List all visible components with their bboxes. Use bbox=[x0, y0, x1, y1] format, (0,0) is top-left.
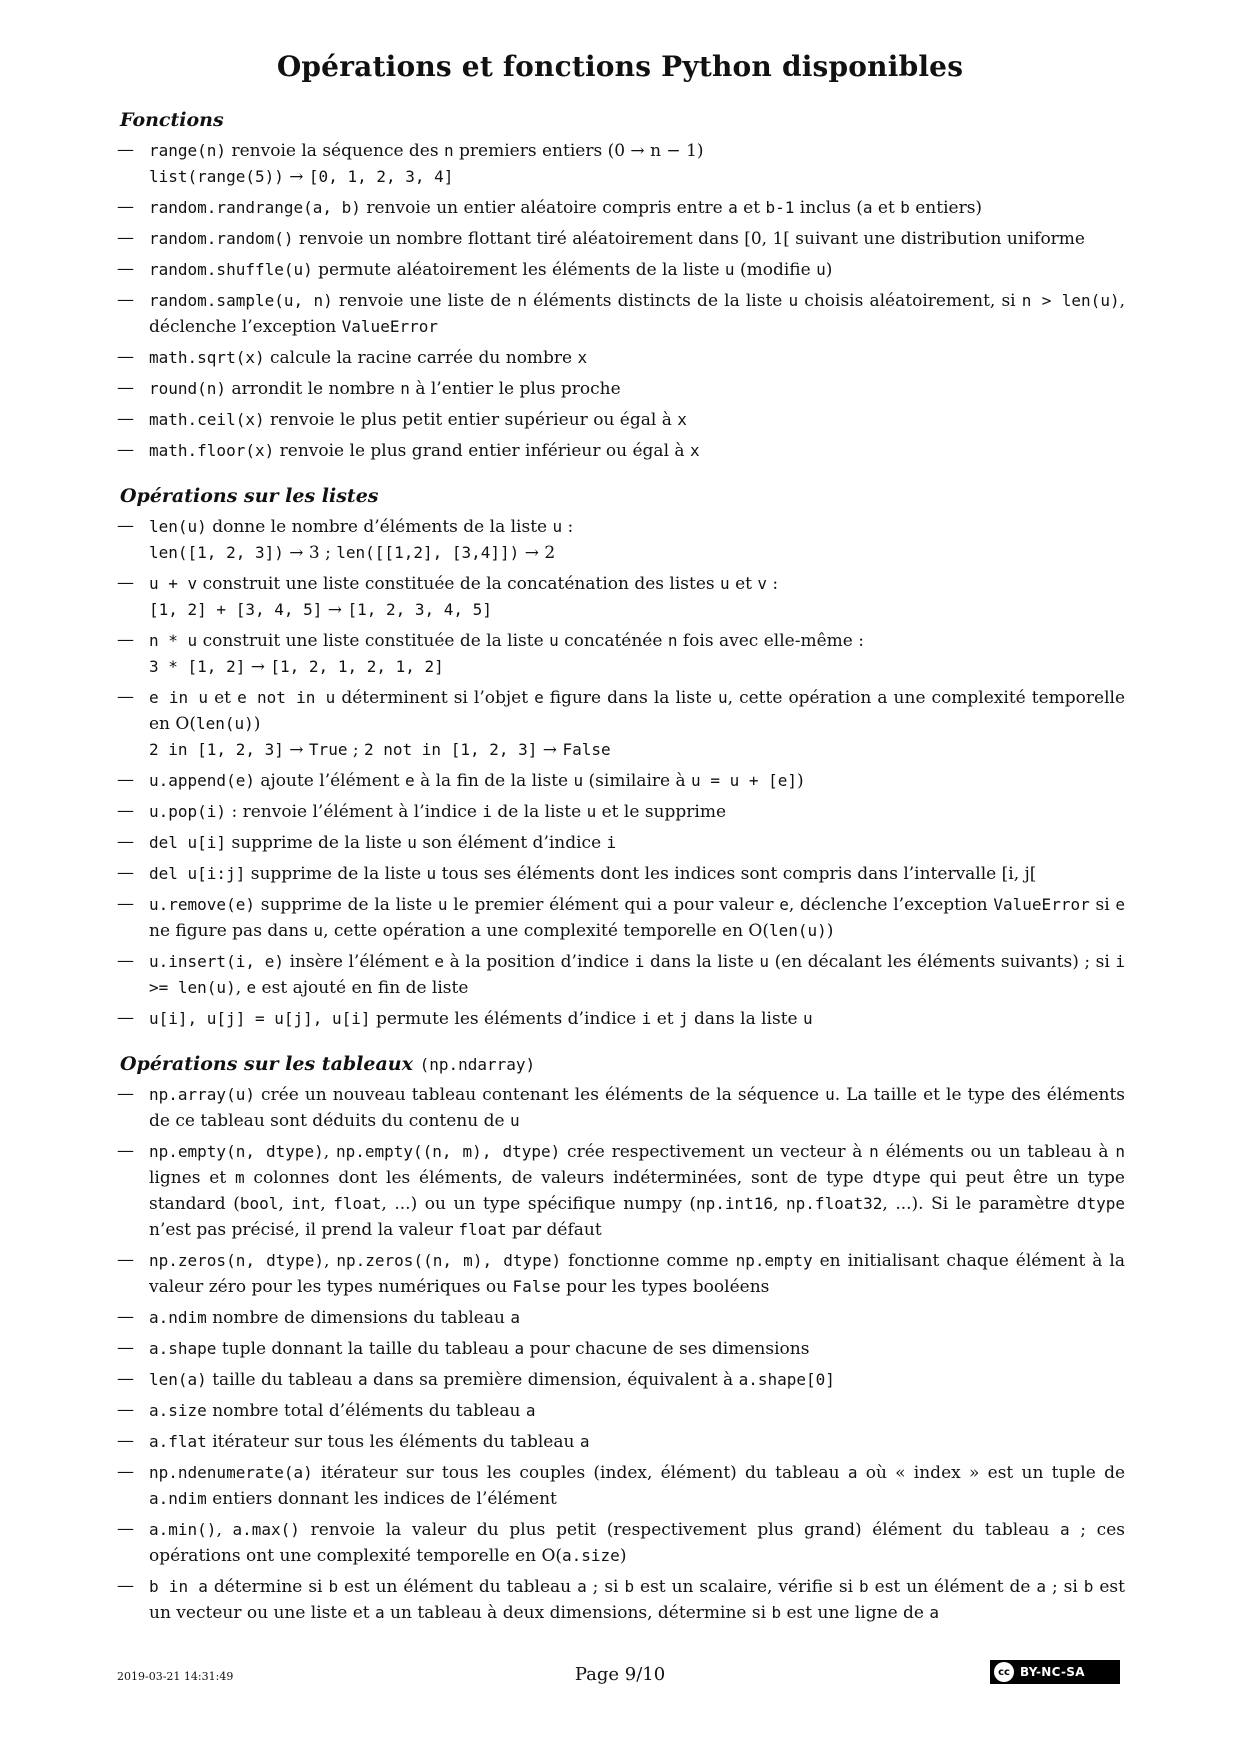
code-fragment: bool bbox=[239, 1194, 279, 1213]
text-fragment: ne figure pas dans bbox=[149, 921, 314, 941]
text-fragment: à l’entier le plus proche bbox=[409, 379, 621, 399]
item-list bbox=[117, 514, 1125, 1032]
list-item bbox=[117, 1367, 1125, 1393]
text-fragment: et bbox=[872, 198, 901, 218]
code-fragment: ValueError bbox=[993, 895, 1090, 914]
text-fragment: est un vecteur ou une liste et bbox=[149, 1577, 1125, 1623]
text-fragment: et bbox=[737, 198, 766, 218]
text-fragment: crée respectivement un vecteur à bbox=[560, 1142, 870, 1162]
code-fragment: u.insert(i, e) bbox=[149, 952, 285, 971]
code-fragment: e bbox=[1115, 895, 1126, 914]
code-fragment: a bbox=[577, 1577, 587, 1596]
code-fragment: False bbox=[512, 1277, 561, 1296]
code-fragment: range(n) bbox=[149, 141, 227, 160]
code-fragment: i bbox=[606, 833, 617, 852]
code-fragment: j bbox=[679, 1009, 689, 1028]
code-fragment: np.zeros(n, dtype) bbox=[149, 1251, 324, 1270]
item-list bbox=[117, 138, 1125, 464]
text-fragment: lignes et bbox=[149, 1168, 235, 1188]
code-fragment: x bbox=[677, 410, 687, 429]
code-fragment: ValueError bbox=[341, 317, 438, 336]
text-fragment: permute aléatoirement les éléments de la liste bbox=[312, 260, 725, 280]
code-fragment: a.max() bbox=[232, 1520, 300, 1539]
text-fragment: éléments ou un tableau à bbox=[878, 1142, 1116, 1162]
text-fragment: renvoie un entier aléatoire compris entre bbox=[360, 198, 729, 218]
text-fragment: ajoute l’élément bbox=[254, 771, 406, 791]
text-fragment: (modifie bbox=[734, 260, 817, 280]
text-fragment: ) bbox=[619, 1546, 627, 1566]
text-fragment: son élément d’indice bbox=[416, 833, 607, 853]
text-fragment: renvoie un nombre flottant tiré aléatoirement dans [0, 1[ suivant une distribution uniforme bbox=[293, 229, 1085, 249]
code-fragment: a bbox=[929, 1603, 940, 1622]
text-fragment: renvoie la valeur du plus petit (respectivement plus grand) élément du tableau bbox=[299, 1520, 1060, 1540]
license-label: BY-NC-SA bbox=[1020, 1665, 1085, 1679]
cc-icon: cc bbox=[994, 1662, 1014, 1682]
text-fragment: pour les types booléens bbox=[560, 1277, 770, 1297]
code-fragment: u bbox=[816, 260, 826, 279]
code-fragment: math.floor(x) bbox=[149, 441, 275, 460]
text-fragment: , bbox=[235, 978, 247, 998]
code-fragment: a bbox=[862, 198, 873, 217]
list-item bbox=[117, 628, 1125, 680]
section-heading bbox=[120, 108, 1125, 132]
text-fragment: , déclenche l’exception bbox=[149, 291, 1125, 337]
list-item bbox=[117, 861, 1125, 887]
code-fragment: dtype bbox=[1076, 1194, 1126, 1213]
code-fragment: n bbox=[1115, 1142, 1125, 1161]
list-item bbox=[117, 195, 1125, 221]
text-fragment: , bbox=[323, 1251, 337, 1271]
list-item bbox=[117, 1082, 1125, 1134]
text-fragment: détermine si bbox=[207, 1577, 329, 1597]
code-fragment: a bbox=[728, 198, 738, 217]
code-fragment: n > len(u) bbox=[1021, 291, 1120, 310]
code-fragment: del u[i:j] bbox=[149, 864, 246, 883]
text-fragment: n’est pas précisé, il prend la valeur bbox=[149, 1220, 459, 1240]
list-item bbox=[117, 1517, 1125, 1569]
code-fragment: b in a bbox=[149, 1577, 208, 1596]
text-fragment: est un élément du tableau bbox=[338, 1577, 578, 1597]
code-fragment: [1, 2, 3, 4, 5] bbox=[347, 600, 492, 619]
text-fragment: : bbox=[562, 517, 574, 537]
text-fragment: : renvoie l’élément à l’indice bbox=[226, 802, 483, 822]
list-item bbox=[117, 257, 1125, 283]
text-fragment: en initialisant chaque élément à la valeur zéro pour les types numériques ou bbox=[149, 1251, 1125, 1297]
text-fragment: est un scalaire, vérifie si bbox=[634, 1577, 860, 1597]
text-fragment: fonctionne comme bbox=[561, 1251, 736, 1271]
license-badge bbox=[990, 1660, 1120, 1684]
list-item bbox=[117, 1336, 1125, 1362]
code-fragment: b bbox=[859, 1577, 869, 1596]
page-number: Page 9/10 bbox=[574, 1664, 666, 1685]
code-fragment: x bbox=[577, 348, 588, 367]
text-fragment: → bbox=[283, 740, 309, 760]
code-fragment: e in u bbox=[149, 688, 209, 707]
text-fragment: , cette opération a une complexité temporelle en O( bbox=[149, 688, 1126, 734]
code-fragment: n * u bbox=[149, 631, 198, 650]
text-fragment: arrondit le nombre bbox=[226, 379, 401, 399]
code-fragment: dtype bbox=[872, 1168, 921, 1187]
example-line bbox=[149, 654, 1125, 680]
code-fragment: u bbox=[509, 1111, 520, 1130]
list-item bbox=[117, 407, 1125, 433]
text-fragment: supprime de la liste bbox=[245, 864, 427, 884]
code-fragment: np.empty bbox=[735, 1251, 813, 1270]
code-fragment: u bbox=[313, 921, 324, 940]
code-fragment: False bbox=[562, 740, 611, 759]
text-fragment: ) bbox=[826, 921, 834, 941]
list-item bbox=[117, 1429, 1125, 1455]
section-heading-code: (np.ndarray) bbox=[419, 1055, 536, 1074]
text-fragment: , bbox=[323, 1142, 336, 1162]
text-fragment: nombre total d’éléments du tableau bbox=[206, 1401, 526, 1421]
section-heading bbox=[120, 484, 1125, 508]
section-heading-text: Fonctions bbox=[120, 109, 224, 131]
code-fragment: [1, 2, 1, 2, 1, 2] bbox=[270, 657, 444, 676]
code-fragment: True bbox=[308, 740, 348, 759]
example-line bbox=[149, 737, 1125, 763]
list-item bbox=[117, 949, 1125, 1001]
text-fragment: → 3 ; bbox=[283, 543, 337, 563]
example-line bbox=[149, 164, 1125, 190]
text-fragment: ) bbox=[825, 260, 833, 280]
text-fragment: permute les éléments d’indice bbox=[370, 1009, 642, 1029]
code-fragment: math.ceil(x) bbox=[149, 410, 265, 429]
code-fragment: n bbox=[869, 1142, 879, 1161]
code-fragment: b bbox=[624, 1577, 635, 1596]
code-fragment: a.min() bbox=[149, 1520, 217, 1539]
code-fragment: i bbox=[482, 802, 492, 821]
text-fragment: donne le nombre d’éléments de la liste bbox=[206, 517, 553, 537]
text-fragment: si bbox=[1089, 895, 1116, 915]
code-fragment: random.randrange(a, b) bbox=[149, 198, 361, 217]
text-fragment: premiers entiers (0 → n − 1) bbox=[453, 141, 704, 161]
text-fragment: ; ces opérations ont une complexité temporelle en O( bbox=[149, 1520, 1125, 1566]
text-fragment: supprime de la liste bbox=[226, 833, 408, 853]
code-fragment: u bbox=[759, 952, 770, 971]
section bbox=[117, 108, 1125, 464]
code-fragment: 2 not in [1, 2, 3] bbox=[364, 740, 538, 759]
code-fragment: u bbox=[437, 895, 448, 914]
code-fragment: a bbox=[510, 1308, 520, 1327]
text-fragment: calcule la racine carrée du nombre bbox=[264, 348, 578, 368]
code-fragment: float bbox=[333, 1194, 382, 1213]
list-item bbox=[117, 892, 1125, 944]
text-fragment: éléments distincts de la liste bbox=[527, 291, 789, 311]
code-fragment: a bbox=[1036, 1577, 1047, 1596]
text-fragment: : bbox=[767, 574, 779, 594]
code-fragment: [0, 1, 2, 3, 4] bbox=[308, 167, 454, 186]
text-fragment: → bbox=[322, 600, 348, 620]
example-line bbox=[149, 597, 1125, 623]
footer-timestamp: 2019-03-21 14:31:49 bbox=[117, 1670, 234, 1683]
text-fragment: construit une liste constituée de la liste bbox=[197, 631, 550, 651]
code-fragment: len([[1,2], [3,4]]) bbox=[336, 543, 520, 562]
code-fragment: v bbox=[757, 574, 768, 593]
text-fragment: et bbox=[208, 688, 238, 708]
code-fragment: b bbox=[328, 1577, 339, 1596]
code-fragment: np.ndenumerate(a) bbox=[149, 1463, 313, 1482]
list-item bbox=[117, 1006, 1125, 1032]
text-fragment: où « index » est un tuple de bbox=[857, 1463, 1126, 1483]
example-line bbox=[149, 540, 1125, 566]
list-item bbox=[117, 1139, 1125, 1243]
code-fragment: np.empty((n, m), dtype) bbox=[335, 1142, 561, 1161]
code-fragment: a bbox=[847, 1463, 858, 1482]
code-fragment: n bbox=[444, 141, 454, 160]
text-fragment: fois avec elle-même : bbox=[677, 631, 864, 651]
code-fragment: 2 in [1, 2, 3] bbox=[149, 740, 284, 759]
text-fragment: est ajouté en fin de liste bbox=[256, 978, 469, 998]
code-fragment: u bbox=[586, 802, 597, 821]
code-fragment: b bbox=[771, 1603, 782, 1622]
text-fragment: et bbox=[651, 1009, 679, 1029]
list-item bbox=[117, 226, 1125, 252]
text-fragment: tous ses éléments dont les indices sont compris dans l’intervalle [i, j[ bbox=[436, 864, 1037, 884]
code-fragment: math.sqrt(x) bbox=[149, 348, 265, 367]
code-fragment: len(a) bbox=[149, 1370, 207, 1389]
text-fragment: est un élément de bbox=[868, 1577, 1037, 1597]
code-fragment: 3 * [1, 2] bbox=[149, 657, 246, 676]
code-fragment: x bbox=[689, 441, 700, 460]
code-fragment: u bbox=[552, 517, 563, 536]
code-fragment: a.ndim bbox=[149, 1308, 207, 1327]
list-item bbox=[117, 138, 1125, 190]
text-fragment: itérateur sur tous les éléments du tableau bbox=[206, 1432, 580, 1452]
item-list bbox=[117, 1082, 1125, 1626]
list-item bbox=[117, 1460, 1125, 1512]
text-fragment: à la position d’indice bbox=[444, 952, 635, 972]
text-fragment: choisis aléatoirement, si bbox=[798, 291, 1022, 311]
text-fragment: insère l’élément bbox=[284, 952, 435, 972]
code-fragment: u bbox=[426, 864, 437, 883]
text-fragment: déterminent si l’objet bbox=[335, 688, 535, 708]
section bbox=[117, 1052, 1125, 1626]
text-fragment: ) bbox=[797, 771, 804, 791]
text-fragment: (similaire à bbox=[583, 771, 692, 791]
text-fragment: , bbox=[278, 1194, 292, 1214]
code-fragment: np.empty(n, dtype) bbox=[149, 1142, 324, 1161]
text-fragment: inclus ( bbox=[794, 198, 863, 218]
code-fragment: random.random() bbox=[149, 229, 294, 248]
text-fragment: ; si bbox=[1046, 1577, 1084, 1597]
code-fragment: list(range(5)) bbox=[149, 167, 284, 186]
text-fragment: → bbox=[245, 657, 271, 677]
list-item bbox=[117, 685, 1125, 763]
code-fragment: i bbox=[641, 1009, 652, 1028]
content-area bbox=[117, 108, 1125, 1631]
code-fragment: u bbox=[803, 1009, 813, 1028]
text-fragment: , bbox=[216, 1520, 233, 1540]
text-fragment: renvoie le plus petit entier supérieur ou égal à bbox=[264, 410, 678, 430]
code-fragment: int bbox=[291, 1194, 321, 1213]
code-fragment: u[i], u[j] = u[j], u[i] bbox=[149, 1009, 371, 1028]
list-item bbox=[117, 345, 1125, 371]
text-fragment: dans sa première dimension, équivalent à bbox=[367, 1370, 739, 1390]
text-fragment: , bbox=[320, 1194, 334, 1214]
code-fragment: b bbox=[1083, 1577, 1094, 1596]
code-fragment: b-1 bbox=[765, 198, 795, 217]
list-item bbox=[117, 438, 1125, 464]
code-fragment: len(u) bbox=[149, 517, 207, 536]
code-fragment: e not in u bbox=[237, 688, 336, 707]
text-fragment: entiers donnant les indices de l’élément bbox=[206, 1489, 557, 1509]
code-fragment: u bbox=[407, 833, 417, 852]
text-fragment: est une ligne de bbox=[781, 1603, 930, 1623]
page-title: Opérations et fonctions Python disponibles bbox=[276, 50, 964, 83]
text-fragment: à la fin de la liste bbox=[414, 771, 574, 791]
text-fragment: et bbox=[729, 574, 758, 594]
code-fragment: a.ndim bbox=[149, 1489, 207, 1508]
text-fragment: construit une liste constituée de la concaténation des listes bbox=[197, 574, 721, 594]
code-fragment: n bbox=[400, 379, 410, 398]
text-fragment: qui peut être un type standard ( bbox=[149, 1168, 1125, 1214]
text-fragment: , cette opération a une complexité temporelle en O( bbox=[323, 921, 769, 941]
list-item bbox=[117, 376, 1125, 402]
text-fragment: nombre de dimensions du tableau bbox=[206, 1308, 511, 1328]
text-fragment: → bbox=[537, 740, 563, 760]
text-fragment: → 2 bbox=[519, 543, 556, 563]
text-fragment: , déclenche l’exception bbox=[788, 895, 994, 915]
code-fragment: u bbox=[825, 1085, 835, 1104]
code-fragment: e bbox=[434, 952, 445, 971]
code-fragment: a.size bbox=[562, 1546, 620, 1565]
text-fragment: → bbox=[283, 167, 309, 187]
code-fragment: a bbox=[514, 1339, 525, 1358]
code-fragment: u.remove(e) bbox=[149, 895, 255, 914]
text-fragment: , bbox=[773, 1194, 787, 1214]
code-fragment: a.shape bbox=[149, 1339, 217, 1358]
list-item bbox=[117, 830, 1125, 856]
text-fragment: entiers) bbox=[909, 198, 983, 218]
code-fragment: len([1, 2, 3]) bbox=[149, 543, 284, 562]
code-fragment: u bbox=[718, 688, 728, 707]
code-fragment: u.append(e) bbox=[149, 771, 255, 790]
code-fragment: random.shuffle(u) bbox=[149, 260, 313, 279]
code-fragment: a.shape[0] bbox=[738, 1370, 835, 1389]
list-item bbox=[117, 1248, 1125, 1300]
text-fragment: itérateur sur tous les couples (index, élément) du tableau bbox=[312, 1463, 848, 1483]
code-fragment: n bbox=[517, 291, 528, 310]
code-fragment: u bbox=[724, 260, 735, 279]
code-fragment: i bbox=[634, 952, 645, 971]
code-fragment: del u[i] bbox=[149, 833, 227, 852]
list-item bbox=[117, 571, 1125, 623]
code-fragment: u bbox=[788, 291, 799, 310]
code-fragment: np.int16 bbox=[696, 1194, 774, 1213]
text-fragment: ) bbox=[253, 714, 261, 734]
code-fragment: a bbox=[358, 1370, 368, 1389]
code-fragment: e bbox=[246, 978, 257, 997]
section bbox=[117, 484, 1125, 1032]
text-fragment: (en décalant les éléments suivants) ; si bbox=[769, 952, 1116, 972]
code-fragment: a bbox=[1060, 1520, 1070, 1539]
code-fragment: i >= len(u) bbox=[149, 952, 1126, 997]
list-item bbox=[117, 288, 1125, 340]
list-item bbox=[117, 1398, 1125, 1424]
code-fragment: np.zeros((n, m), dtype) bbox=[336, 1251, 562, 1270]
text-fragment: pour chacune de ses dimensions bbox=[524, 1339, 810, 1359]
text-fragment: et le supprime bbox=[596, 802, 727, 822]
code-fragment: a bbox=[375, 1603, 385, 1622]
code-fragment: a bbox=[579, 1432, 590, 1451]
text-fragment: concaténée bbox=[558, 631, 668, 651]
code-fragment: e bbox=[405, 771, 415, 790]
code-fragment: a bbox=[525, 1401, 536, 1420]
code-fragment: b bbox=[900, 198, 910, 217]
text-fragment: dans la liste bbox=[688, 1009, 804, 1029]
list-item bbox=[117, 514, 1125, 566]
code-fragment: round(n) bbox=[149, 379, 227, 398]
text-fragment: ; bbox=[347, 740, 364, 760]
text-fragment: renvoie une liste de bbox=[332, 291, 518, 311]
code-fragment: np.array(u) bbox=[149, 1085, 255, 1104]
section-heading bbox=[120, 1052, 1125, 1076]
text-fragment: de la liste bbox=[491, 802, 587, 822]
code-fragment: u + v bbox=[149, 574, 198, 593]
list-item bbox=[117, 768, 1125, 794]
code-fragment: [1, 2] + [3, 4, 5] bbox=[149, 600, 323, 619]
text-fragment: ; si bbox=[586, 1577, 625, 1597]
text-fragment: supprime de la liste bbox=[254, 895, 438, 915]
code-fragment: len(u) bbox=[195, 714, 254, 733]
code-fragment: np.float32 bbox=[786, 1194, 883, 1213]
text-fragment: taille du tableau bbox=[206, 1370, 359, 1390]
text-fragment: figure dans la liste bbox=[543, 688, 719, 708]
text-fragment: par défaut bbox=[506, 1220, 602, 1240]
list-item bbox=[117, 1305, 1125, 1331]
code-fragment: n bbox=[667, 631, 678, 650]
text-fragment: . La taille et le type des éléments de ce tableau sont déduits du contenu de bbox=[149, 1085, 1125, 1131]
text-fragment: renvoie la séquence des bbox=[226, 141, 444, 161]
code-fragment: m bbox=[234, 1168, 245, 1187]
code-fragment: a.flat bbox=[149, 1432, 207, 1451]
code-fragment: len(u) bbox=[769, 921, 827, 940]
text-fragment: , ...) ou un type spécifique numpy ( bbox=[381, 1194, 696, 1214]
text-fragment: renvoie le plus grand entier inférieur ou égal à bbox=[274, 441, 690, 461]
code-fragment: u bbox=[549, 631, 559, 650]
code-fragment: u bbox=[573, 771, 584, 790]
code-fragment: u = u + [e] bbox=[691, 771, 798, 790]
text-fragment: un tableau à deux dimensions, détermine si bbox=[384, 1603, 772, 1623]
text-fragment: , ...). Si le paramètre bbox=[882, 1194, 1077, 1214]
code-fragment: u.pop(i) bbox=[149, 802, 227, 821]
code-fragment: a.size bbox=[149, 1401, 207, 1420]
section-heading-text: Opérations sur les listes bbox=[120, 485, 379, 507]
text-fragment: colonnes dont les éléments, de valeurs indéterminées, sont de type bbox=[244, 1168, 873, 1188]
list-item bbox=[117, 799, 1125, 825]
text-fragment: tuple donnant la taille du tableau bbox=[216, 1339, 515, 1359]
code-fragment: u bbox=[720, 574, 730, 593]
section-heading-text: Opérations sur les tableaux bbox=[120, 1053, 413, 1075]
code-fragment: random.sample(u, n) bbox=[149, 291, 333, 310]
code-fragment: float bbox=[458, 1220, 507, 1239]
text-fragment: dans la liste bbox=[644, 952, 760, 972]
list-item bbox=[117, 1574, 1125, 1626]
code-fragment: e bbox=[534, 688, 544, 707]
text-fragment: le premier élément qui a pour valeur bbox=[447, 895, 780, 915]
text-fragment: crée un nouveau tableau contenant les éléments de la séquence bbox=[254, 1085, 826, 1105]
code-fragment: e bbox=[779, 895, 789, 914]
